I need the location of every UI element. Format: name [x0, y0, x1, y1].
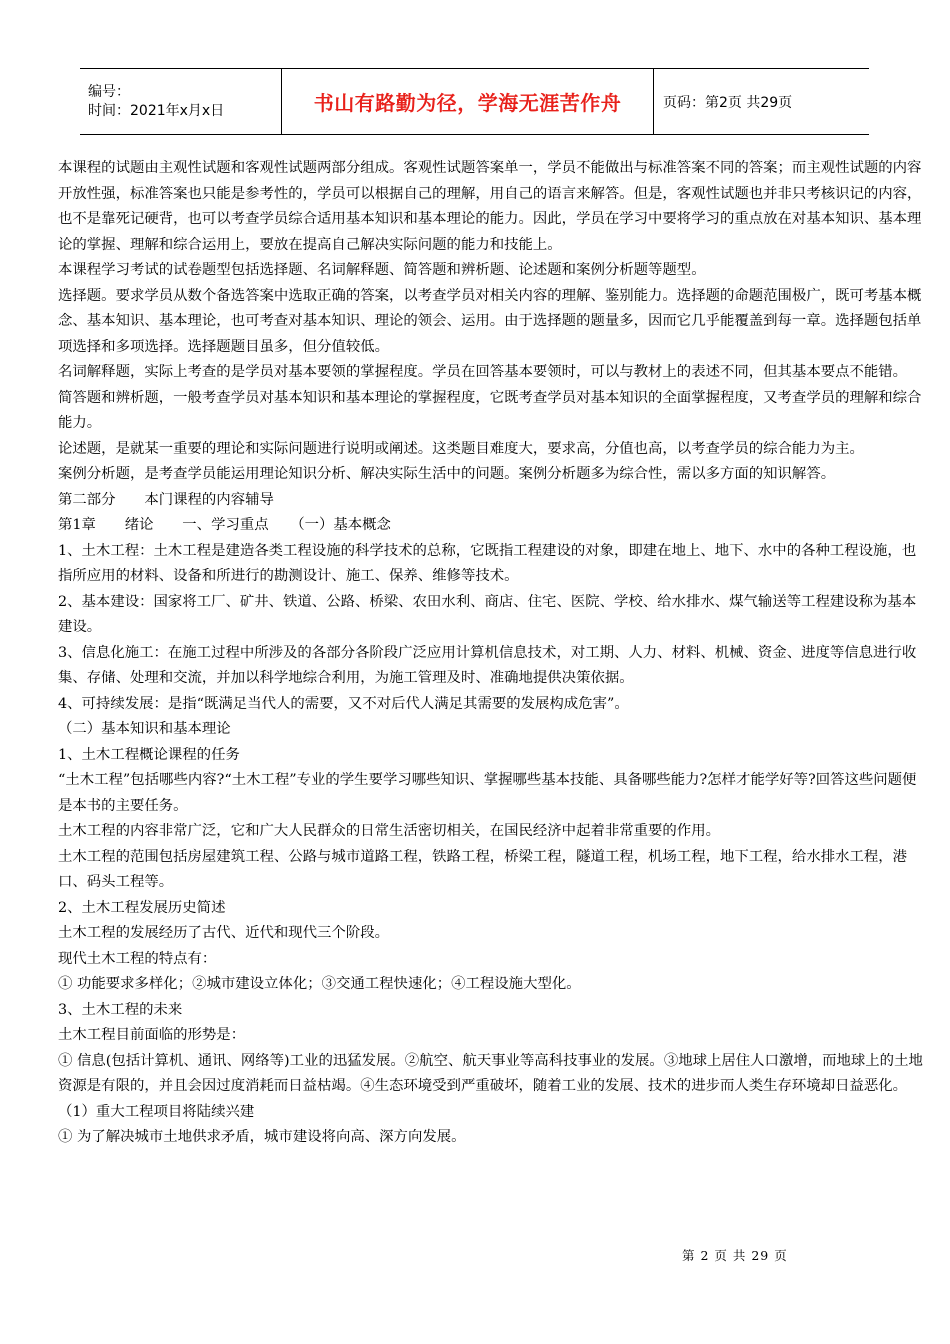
document-number: 编号： — [88, 83, 130, 100]
header-info — [80, 69, 282, 134]
paragraph: 本课程学习考试的试卷题型包括选择题、名词解释题、简答题和辨析题、论述题和案例分析题等题型。 — [58, 262, 706, 278]
paragraph: ① 为了解决城市土地供求矛盾，城市建设将向高、深方向发展。 — [58, 1129, 466, 1145]
paragraph: 3、信息化施工：在施工过程中所涉及的各部分各阶段广泛应用计算机信息技术，对工期、人力、材料、机械、资金、进度等信息进行收集、存储、处理和交流，并加以科学地综合利用，为施工管理及时、准确地提供决策依据。 — [58, 644, 917, 686]
section-heading: 第二部分 本门课程的内容辅导 — [58, 491, 274, 508]
paragraph: ① 信息(包括计算机、通讯、网络等)工业的迅猛发展。②航空、航天事业等高科技事业的发展。③地球上居住人口激增，而地球上的土地资源是有限的，并且会因过度消耗而日益枯竭。④生态环境受到严重破坏，随着工业的发展、技术的进步而人类生存环境却日益恶化。 — [58, 1052, 923, 1094]
paragraph: 土木工程目前面临的形势是： — [58, 1027, 246, 1043]
chapter-heading: 第1章 绪论 一、学习重点 （一）基本概念 — [58, 517, 391, 533]
paragraph: 本课程的试题由主观性试题和客观性试题两部分组成。客观性试题答案单一，学员不能做出与标准答案不同的答案；而主观性试题的内容开放性强，标准答案也只能是参考性的，学员可以根据自己的理解，用自己的语言来解答。但是，客观性试题也并非只考核识记的内容，也不是靠死记硬背，也可以考查学员综合适用基本知识和基本理论的能力。因此，学员在学习中要将学习的重点放在对基本知识、基本理论的掌握、理解和综合运用上，要放在提高自己解决实际问题的能力和技能上。 — [58, 160, 922, 253]
page-footer: 第 2 页 共 29 页 — [682, 1248, 788, 1263]
paragraph: 3、土木工程的未来 — [58, 1001, 183, 1018]
paragraph: 论述题，是就某一重要的理论和实际问题进行说明或阐述。这类题目难度大，要求高，分值也高，以考查学员的综合能力为主。 — [58, 440, 864, 457]
paragraph: 简答题和辨析题，一般考查学员对基本知识和基本理论的掌握程度，它既考查学员对基本知识的全面掌握程度，又考查学员的理解和综合能力。 — [58, 389, 922, 431]
paragraph: 名词解释题，实际上考查的是学员对基本要领的掌握程度。学员在回答基本要领时，可以与教材上的表述不同，但其基本要点不能错。 — [58, 364, 908, 380]
paragraph: “土木工程”包括哪些内容?“土木工程”专业的学生要学习哪些知识、掌握哪些基本技能、具备哪些能力?怎样才能学好等?回答这些问题便是本书的主要任务。 — [58, 772, 917, 814]
header-page-cell — [654, 69, 869, 134]
page-header — [80, 68, 869, 135]
subsection-heading: （二）基本知识和基本理论 — [58, 721, 231, 737]
paragraph: 4、可持续发展：是指“既满足当代人的需要，又不对后代人满足其需要的发展构成危害”。 — [58, 695, 629, 712]
header-motto: 书山有路勤为径，学海无涯苦作舟 — [313, 91, 622, 115]
paragraph: 土木工程的内容非常广泛，它和广大人民群众的日常生活密切相关，在国民经济中起着非常重要的作用。 — [58, 823, 720, 839]
paragraph: ① 功能要求多样化；②城市建设立体化；③交通工程快速化；④工程设施大型化。 — [58, 976, 581, 992]
paragraph: 土木工程的发展经历了古代、近代和现代三个阶段。 — [58, 925, 389, 941]
paragraph: 2、基本建设：国家将工厂、矿井、铁道、公路、桥梁、农田水利、商店、住宅、医院、学校、给水排水、煤气输送等工程建设称为基本建设。 — [58, 593, 917, 635]
header-page-number: 页码：第2页 共29页 — [663, 94, 793, 111]
paragraph: 土木工程的范围包括房屋建筑工程、公路与城市道路工程，铁路工程，桥梁工程，隧道工程，机场工程，地下工程，给水排水工程，港口、码头工程等。 — [58, 848, 908, 890]
paragraph: （1）重大工程项目将陆续兴建 — [58, 1103, 255, 1120]
paragraph: 现代土木工程的特点有： — [58, 950, 217, 967]
document-date: 时间：2021年x月x日 — [88, 102, 225, 119]
paragraph: 2、土木工程发展历史简述 — [58, 899, 226, 916]
paragraph: 1、土木工程：土木工程是建造各类工程设施的科学技术的总称，它既指工程建设的对象，即建在地上、地下、水中的各种工程设施，也指所应用的材料、设备和所进行的勘测设计、施工、保养、维修等技术。 — [58, 542, 917, 584]
header-motto-cell — [282, 69, 654, 134]
paragraph: 案例分析题，是考查学员能运用理论知识分析、解决实际生活中的问题。案例分析题多为综合性，需以多方面的知识解答。 — [58, 466, 836, 482]
document-body — [58, 156, 928, 1151]
paragraph: 1、土木工程概论课程的任务 — [58, 746, 240, 763]
paragraph: 选择题。要求学员从数个备选答案中选取正确的答案，以考查学员对相关内容的理解、鉴别能力。选择题的命题范围极广，既可考基本概念、基本知识、基本理论，也可考查对基本知识、理论的领会、运用。由于选择题的题量多，因而它几乎能覆盖到每一章。选择题包括单项选择和多项选择。选择题题目虽多，但分值较低。 — [58, 287, 922, 355]
